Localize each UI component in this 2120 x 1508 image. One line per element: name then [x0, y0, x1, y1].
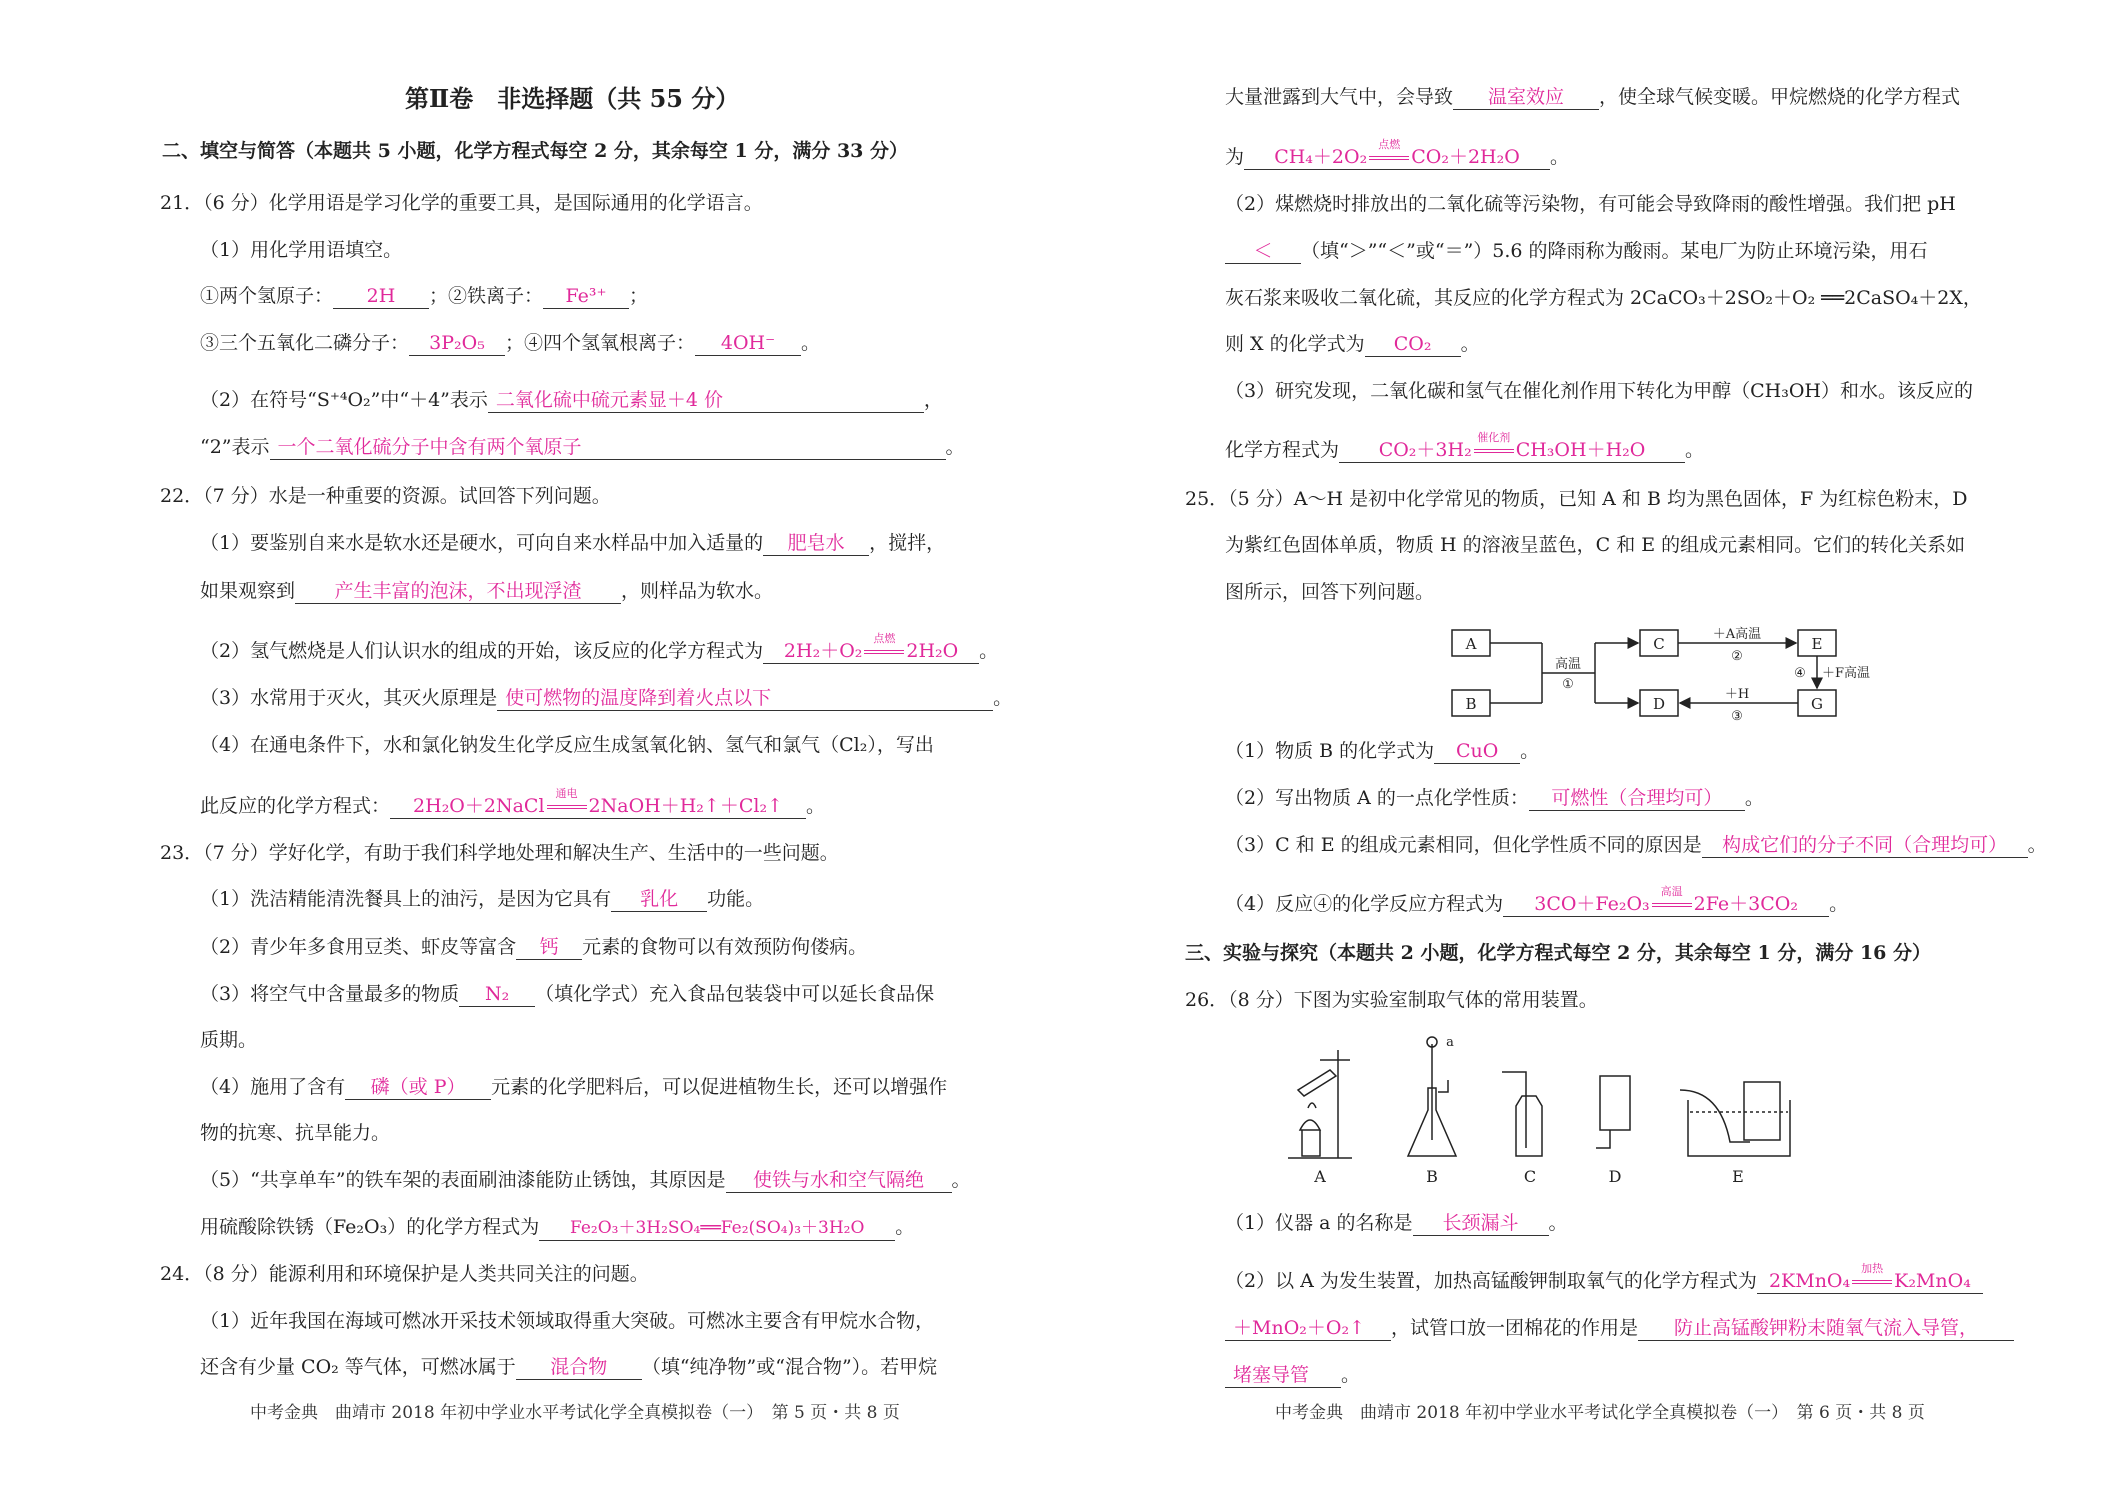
text: 还含有少量 CO₂ 等气体，可燃冰属于	[200, 1356, 516, 1378]
section-3-heading: 三、实验与探究（本题共 2 小题，化学方程式每空 2 分，其余每空 1 分，满分 16 分）	[1185, 942, 1932, 964]
node-a: A	[1465, 635, 1477, 653]
text: （1）仪器 a 的名称是	[1225, 1212, 1413, 1234]
q25-answer-2	[1225, 785, 1764, 811]
reaction-1-number: ①	[1562, 677, 1574, 692]
q23-line1	[200, 886, 764, 912]
q22-line3	[200, 632, 999, 664]
page-footer: 中考金典 曲靖市 2018 年初中学业水平考试化学全真模拟卷（一） 第 5 页・共 8 页	[250, 1403, 900, 1423]
q24-cont-line1	[1225, 84, 1960, 110]
text: 为	[1225, 146, 1245, 168]
q21-label: ③三个五氧化二磷分子：	[200, 332, 410, 354]
text: （2）氢气燃烧是人们认识水的组成的开始，该反应的化学方程式为	[200, 640, 764, 662]
q21-line1	[200, 283, 648, 309]
q21-part3	[200, 434, 965, 460]
eq-condition-label: 加热	[1861, 1262, 1884, 1275]
answer-blank: 2H	[333, 284, 429, 309]
answer-blank: 二氧化硫中硫元素显＋4 价	[488, 388, 924, 413]
answer-blank: 混合物	[516, 1355, 642, 1380]
answer-blank: Fe³⁺	[543, 284, 629, 309]
text: ，则样品为软水。	[621, 580, 774, 602]
q21-label: 。	[801, 332, 821, 354]
answer-blank: Fe₂O₃＋3H₂SO₄══Fe₂(SO₄)₃＋3H₂O	[539, 1216, 895, 1241]
answer-blank: CO₂	[1365, 332, 1461, 357]
text: （5）“共享单车”的铁车架的表面刷油漆能防止锈蚀，其原因是	[200, 1169, 726, 1191]
eq-right: 2H₂O	[906, 640, 959, 662]
text: （4）反应④的化学反应方程式为	[1225, 893, 1504, 915]
node-e: E	[1811, 635, 1823, 653]
q24-cont-line2	[1225, 138, 1570, 170]
equation-blank	[763, 632, 979, 664]
answer-blank: 防止高锰酸钾粉末随氧气流入导管，	[1638, 1316, 2014, 1341]
text: （1）洗洁精能清洗餐具上的油污，是因为它具有	[200, 888, 612, 910]
text: （填“纯净物”或“混合物”）。若甲烷	[641, 1356, 938, 1378]
eq-left: 3CO＋Fe₂O₃	[1534, 893, 1650, 915]
text: 如果观察到	[200, 580, 296, 602]
eq-left: 2KMnO₄	[1768, 1270, 1851, 1292]
text: 。	[2027, 834, 2047, 856]
text: 。	[1548, 1212, 1568, 1234]
q21-label: ；④四个氢氧根离子：	[505, 332, 696, 354]
q22-line2	[200, 578, 773, 604]
text: 。	[945, 436, 965, 458]
text: （3）将空气中含量最多的物质	[200, 983, 460, 1005]
answer-blank: 构成它们的分子不同（合理均可）	[1702, 833, 2028, 858]
q22-line6	[200, 787, 826, 819]
text: “2”表示	[200, 436, 270, 458]
eq-right: K₂MnO₄	[1894, 1270, 1971, 1292]
eq-right: CH₃OH＋H₂O	[1515, 439, 1646, 461]
text: （2）在符号“	[200, 389, 317, 411]
q24-cont-line5: 灰石浆来吸收二氧化硫，其反应的化学方程式为 2CaCO₃＋2SO₂＋O₂ ══2CaSO₄＋2X，	[1225, 287, 1982, 309]
text: 大量泄露到大气中，会导致	[1225, 86, 1454, 108]
eq-right: CO₂＋2H₂O	[1411, 146, 1520, 168]
q25-answer-1	[1225, 738, 1539, 764]
apparatus-label-e: E	[1732, 1167, 1744, 1186]
eq-left: 2H₂＋O₂	[783, 640, 863, 662]
text: （填“＞”“＜”或“＝”）5.6 的降雨称为酸雨。某电厂为防止环境污染，用石	[1301, 240, 1928, 262]
q26-answer-2	[1225, 1262, 1983, 1294]
text: 。	[1341, 1364, 1361, 1386]
answer-blank: 3P₂O₅	[409, 331, 505, 356]
answer-blank: 堵塞导管	[1225, 1363, 1341, 1388]
text: （1）物质 B 的化学式为	[1225, 740, 1435, 762]
equation-blank	[390, 787, 806, 819]
q24-cont-line8	[1225, 431, 1705, 463]
lab-apparatus-figure	[1280, 1030, 1840, 1190]
reaction-2-condition: ＋A高温	[1712, 627, 1762, 642]
reaction-3-condition: ＋H	[1724, 687, 1750, 702]
answer-blank: 乳化	[611, 887, 707, 912]
q23-line5	[200, 1074, 947, 1100]
reaction-2-number: ②	[1731, 649, 1743, 664]
text: 。	[1685, 439, 1705, 461]
eq-condition	[1652, 885, 1692, 916]
q25-answer-3	[1225, 832, 2047, 858]
eq-condition	[547, 787, 587, 818]
apparatus-label-a: A	[1314, 1167, 1326, 1186]
equation-blank	[1757, 1262, 1983, 1294]
apparatus-b	[1408, 1037, 1456, 1156]
answer-blank: 使可燃物的温度降到着火点以下	[497, 686, 993, 711]
node-d: D	[1652, 695, 1666, 713]
q21-label: ；②铁离子：	[429, 285, 544, 307]
reaction-4-condition: ＋F高温	[1821, 666, 1870, 681]
text: ”中“＋4”表示	[370, 389, 488, 411]
eq-condition-label: 点燃	[1378, 138, 1401, 151]
text: 。	[895, 1216, 915, 1238]
q26-answer-1	[1225, 1210, 1568, 1236]
eq-condition-label: 点燃	[873, 632, 896, 645]
q24-cont-line6	[1225, 331, 1480, 357]
text: 。	[979, 640, 999, 662]
q21-heading: 21．（6 分）化学用语是学习化学的重要工具，是国际通用的化学语言。	[160, 192, 763, 214]
answer-blank: N₂	[459, 982, 535, 1007]
q23-line7	[200, 1167, 971, 1193]
part-title: 第Ⅱ卷 非选择题（共 55 分）	[405, 84, 740, 113]
answer-blank: 肥皂水	[763, 531, 869, 556]
q21-part1: （1）用化学用语填空。	[200, 239, 403, 261]
apparatus-label-d: D	[1608, 1167, 1622, 1186]
text: （2）青少年多食用豆类、虾皮等富含	[200, 936, 517, 958]
apparatus-d	[1596, 1076, 1630, 1148]
section-2-heading: 二、填空与简答（本题共 5 小题，化学方程式每空 2 分，其余每空 1 分，满分 33 分）	[162, 140, 909, 162]
eq-right: 2Fe＋3CO₂	[1693, 893, 1798, 915]
answer-blank: 一个二氧化硫分子中含有两个氧原子	[270, 435, 946, 460]
eq-left: 2H₂O＋2NaCl	[413, 795, 545, 817]
eq-condition	[1474, 431, 1514, 462]
node-g: G	[1811, 695, 1823, 713]
text: 。	[1829, 893, 1849, 915]
text: （3）水常用于灭火，其灭火原理是	[200, 687, 498, 709]
text: 功能。	[707, 888, 765, 910]
answer-blank: 温室效应	[1453, 85, 1599, 110]
answer-blank: 使铁与水和空气隔绝	[726, 1168, 952, 1193]
q24-cont-line4	[1225, 238, 1928, 264]
reaction-1-lines	[1490, 643, 1542, 703]
text: （3）C 和 E 的组成元素相同，但化学性质不同的原因是	[1225, 834, 1702, 856]
answer-blank: 4OH⁻	[695, 331, 801, 356]
node-b: B	[1465, 695, 1477, 713]
eq-condition-label: 催化剂	[1477, 431, 1511, 444]
apparatus-a	[1288, 1050, 1352, 1158]
q25-answer-4	[1225, 885, 1849, 917]
q24-line1: （1）近年我国在海域可燃冰开采技术领域取得重大突破。可燃冰主要含有甲烷水合物，	[200, 1310, 935, 1332]
reaction-3-number: ③	[1731, 709, 1743, 724]
text: 元素的食物可以有效预防佝偻病。	[582, 936, 868, 958]
text: ，试管口放一团棉花的作用是	[1391, 1317, 1639, 1339]
q22-line1	[200, 530, 945, 556]
transformation-diagram	[1450, 622, 1870, 726]
answer-blank: 长颈漏斗	[1413, 1211, 1549, 1236]
reaction-1-condition: 高温	[1554, 657, 1582, 672]
eq-left: CO₂＋3H₂	[1378, 439, 1472, 461]
q26-answer-2-cont	[1225, 1315, 2014, 1341]
q23-line8	[200, 1214, 914, 1241]
q22-line5: （4）在通电条件下，水和氯化钠发生化学反应生成氢氧化钠、氢气和氯气（Cl₂），写出	[200, 734, 934, 756]
text: 。	[951, 1169, 971, 1191]
text: （4）施用了含有	[200, 1076, 346, 1098]
answer-blank: 产生丰富的泡沫，不出现浮渣	[295, 579, 621, 604]
text: ，	[923, 389, 943, 411]
text: 此反应的化学方程式：	[200, 795, 391, 817]
eq-condition-label: 高温	[1660, 885, 1683, 898]
apparatus-e	[1680, 1082, 1790, 1156]
text: 。	[1460, 333, 1480, 355]
text: 。	[806, 795, 826, 817]
equation-blank	[1503, 885, 1829, 917]
answer-blank: ＋MnO₂＋O₂↑	[1225, 1316, 1391, 1341]
q25-line2: 为紫红色固体单质，物质 H 的溶液呈蓝色，C 和 E 的组成元素相同。它们的转化关系如	[1225, 534, 1966, 556]
equation-blank	[1339, 431, 1685, 463]
q23-line6: 物的抗寒、抗旱能力。	[200, 1122, 391, 1144]
answer-blank: 磷（或 P）	[345, 1075, 491, 1100]
answer-blank: 钙	[516, 935, 582, 960]
q21-label: ①两个氢原子：	[200, 285, 334, 307]
q23-heading: 23．（7 分）学好化学，有助于我们科学地处理和解决生产、生活中的一些问题。	[160, 842, 839, 864]
right-page	[1060, 0, 2120, 1508]
q21-line2	[200, 330, 820, 356]
q23-line2	[200, 934, 867, 960]
q24-cont-line3: （2）煤燃烧时排放出的二氧化硫等污染物，有可能会导致降雨的酸性增强。我们把 pH	[1225, 193, 1956, 215]
q21-label: ；	[629, 285, 649, 307]
text: （2）写出物质 A 的一点化学性质：	[1225, 787, 1529, 809]
symbol: S⁺⁴O₂	[316, 389, 371, 411]
answer-blank: ＜	[1225, 239, 1301, 264]
q23-line4: 质期。	[200, 1029, 258, 1051]
apparatus-label-b: B	[1426, 1167, 1438, 1186]
q26-answer-3-cont	[1225, 1362, 1360, 1388]
text: 化学方程式为	[1225, 439, 1340, 461]
text: 。	[993, 687, 1013, 709]
q23-line3	[200, 981, 934, 1007]
text: 用硫酸除铁锈（Fe₂O₃）的化学方程式为	[200, 1216, 540, 1238]
page-footer: 中考金典 曲靖市 2018 年初中学业水平考试化学全真模拟卷（一） 第 6 页・共 8 页	[1275, 1403, 1925, 1423]
text: ，使全球气候变暖。甲烷燃烧的化学方程式	[1599, 86, 1961, 108]
q25-heading: 25．（5 分）A～H 是初中化学常见的物质，已知 A 和 B 均为黑色固体，F 为红棕色粉末，D	[1185, 488, 1968, 510]
equation-blank	[1244, 138, 1550, 170]
q21-part2	[200, 387, 943, 413]
node-c: C	[1653, 635, 1665, 653]
eq-condition	[1369, 138, 1409, 169]
text: 元素的化学肥料后，可以促进植物生长，还可以增强作	[491, 1076, 948, 1098]
q22-line4	[200, 685, 1012, 711]
q25-line3: 图所示，回答下列问题。	[1225, 581, 1435, 603]
q26-heading: 26．（8 分）下图为实验室制取气体的常用装置。	[1185, 989, 1598, 1011]
text: （填化学式）充入食品包装袋中可以延长食品保	[535, 983, 935, 1005]
q24-cont-line7: （3）研究发现，二氧化碳和氢气在催化剂作用下转化为甲醇（CH₃OH）和水。该反应的	[1225, 380, 1973, 402]
text: 。	[1520, 740, 1540, 762]
text: 。	[1550, 146, 1570, 168]
eq-condition	[864, 632, 904, 663]
text: 。	[1744, 787, 1764, 809]
answer-blank: 可燃性（合理均可）	[1529, 786, 1745, 811]
text: 则 X 的化学式为	[1225, 333, 1365, 355]
q24-line2	[200, 1354, 937, 1380]
q24-heading: 24．（8 分）能源利用和环境保护是人类共同关注的问题。	[160, 1263, 649, 1285]
text: ，搅拌，	[869, 532, 946, 554]
answer-blank: CuO	[1434, 739, 1520, 764]
q22-heading: 22．（7 分）水是一种重要的资源。试回答下列问题。	[160, 485, 611, 507]
eq-left: CH₄＋2O₂	[1274, 146, 1368, 168]
apparatus-label-c: C	[1523, 1167, 1537, 1186]
eq-right: 2NaOH＋H₂↑＋Cl₂↑	[588, 795, 783, 817]
instrument-a-mark: a	[1446, 1035, 1454, 1050]
apparatus-c	[1502, 1072, 1542, 1156]
text: （2）以 A 为发生装置，加热高锰酸钾制取氧气的化学方程式为	[1225, 1270, 1757, 1292]
eq-condition	[1852, 1262, 1892, 1293]
reaction-4-number: ④	[1794, 666, 1806, 681]
text: （1）要鉴别自来水是软水还是硬水，可向自来水样品中加入适量的	[200, 532, 764, 554]
eq-condition-label: 通电	[555, 787, 578, 800]
